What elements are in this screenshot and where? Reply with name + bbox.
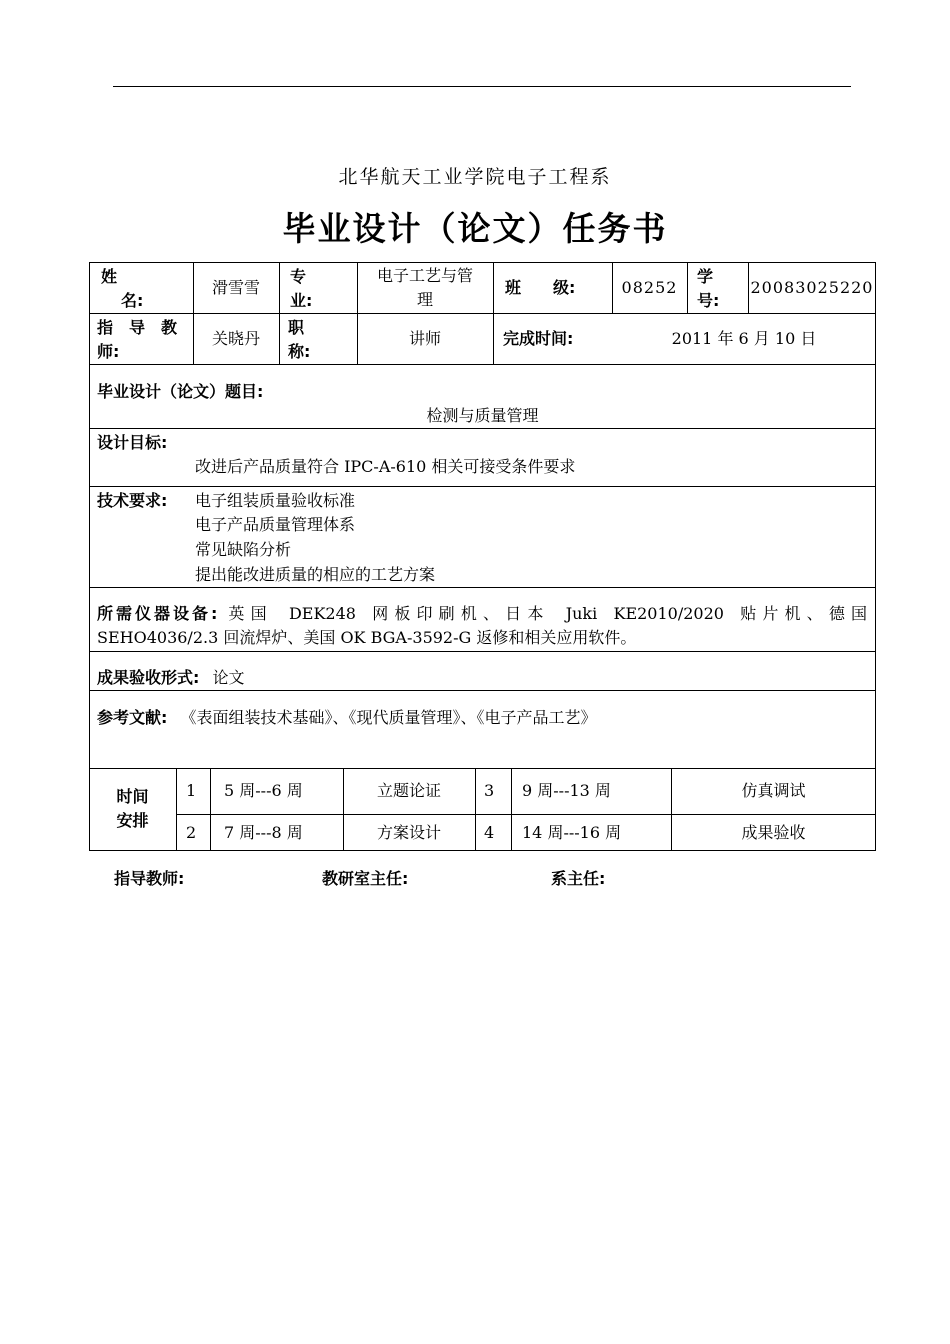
topic-label: 毕业设计（论文）题目: bbox=[97, 382, 264, 401]
topic-value: 检测与质量管理 bbox=[426, 406, 539, 425]
schedule-task: 立题论证 bbox=[376, 781, 441, 800]
schedule-weeks: 14 周---16 周 bbox=[522, 822, 622, 842]
advisor-label: 指 导 教 师: bbox=[97, 318, 178, 361]
tech-item: 电子产品质量管理体系 bbox=[195, 515, 356, 534]
schedule-weeks: 9 周---13 周 bbox=[522, 781, 611, 800]
department-name: 北华航天工业学院电子工程系 bbox=[338, 166, 612, 188]
equipment-line2: SEHO4036/2.3 回流焊炉、美国 OK BGA-3592-G 返修和相关应用软件。 bbox=[97, 628, 637, 647]
deadline-label: 完成时间: bbox=[503, 328, 574, 348]
result-label: 成果验收形式: bbox=[97, 668, 200, 687]
references-row bbox=[97, 706, 597, 730]
name-label: 姓 名: bbox=[101, 267, 144, 310]
top-rule bbox=[113, 86, 851, 87]
references-label: 参考文献: bbox=[97, 708, 168, 727]
schedule-num: 4 bbox=[484, 822, 495, 842]
goal-value: 改进后产品质量符合 IPC-A-610 相关可接受条件要求 bbox=[195, 457, 576, 476]
equipment-label: 所需仪器设备: bbox=[97, 604, 221, 623]
document-title: 毕业设计（论文）任务书 bbox=[282, 209, 668, 248]
tech-item: 提出能改进质量的相应的工艺方案 bbox=[195, 565, 436, 584]
schedule-weeks: 7 周---8 周 bbox=[224, 822, 303, 842]
class-label: 班 级: bbox=[505, 277, 576, 297]
office-head-signature-label: 教研室主任: bbox=[322, 869, 409, 888]
tech-label: 技术要求: bbox=[97, 491, 168, 510]
schedule-task: 成果验收 bbox=[741, 822, 806, 842]
advisor-signature-label: 指导教师: bbox=[114, 869, 185, 888]
dept-head-signature-label: 系主任: bbox=[551, 869, 606, 888]
result-value: 论文 bbox=[212, 668, 245, 687]
schedule-task: 仿真调试 bbox=[741, 781, 806, 800]
class-value: 08252 bbox=[621, 277, 678, 297]
student-name: 滑雪雪 bbox=[211, 277, 260, 297]
schedule-label: 时间 安排 bbox=[116, 787, 149, 830]
references-value: 《表面组装技术基础》、《现代质量管理》、《电子产品工艺》 bbox=[180, 708, 597, 727]
job-title-label: 职 称: bbox=[288, 318, 311, 361]
student-id-value: 20083025220 bbox=[750, 277, 874, 297]
result-row bbox=[97, 666, 245, 690]
equipment-line1: 英国 DEK248 网板印刷机、日本 Juki KE2010/2020 贴片机、德国 bbox=[228, 604, 867, 623]
major-label: 专 业: bbox=[290, 267, 313, 310]
equipment-block bbox=[97, 602, 867, 650]
student-id-label: 学 号: bbox=[697, 267, 720, 310]
tech-item: 电子组装质量验收标准 bbox=[195, 491, 356, 510]
schedule-num: 3 bbox=[484, 781, 495, 800]
goal-label: 设计目标: bbox=[97, 433, 168, 452]
deadline-value: 2011 年 6 月 10 日 bbox=[671, 328, 817, 348]
schedule-num: 2 bbox=[186, 822, 197, 842]
schedule-num: 1 bbox=[186, 781, 197, 800]
advisor-name: 关晓丹 bbox=[211, 328, 260, 348]
job-title-value: 讲师 bbox=[408, 328, 441, 348]
schedule-weeks: 5 周---6 周 bbox=[224, 781, 303, 800]
tech-item: 常见缺陷分析 bbox=[195, 540, 292, 559]
major-value: 电子工艺与管 理 bbox=[376, 266, 473, 309]
schedule-task: 方案设计 bbox=[376, 822, 441, 842]
